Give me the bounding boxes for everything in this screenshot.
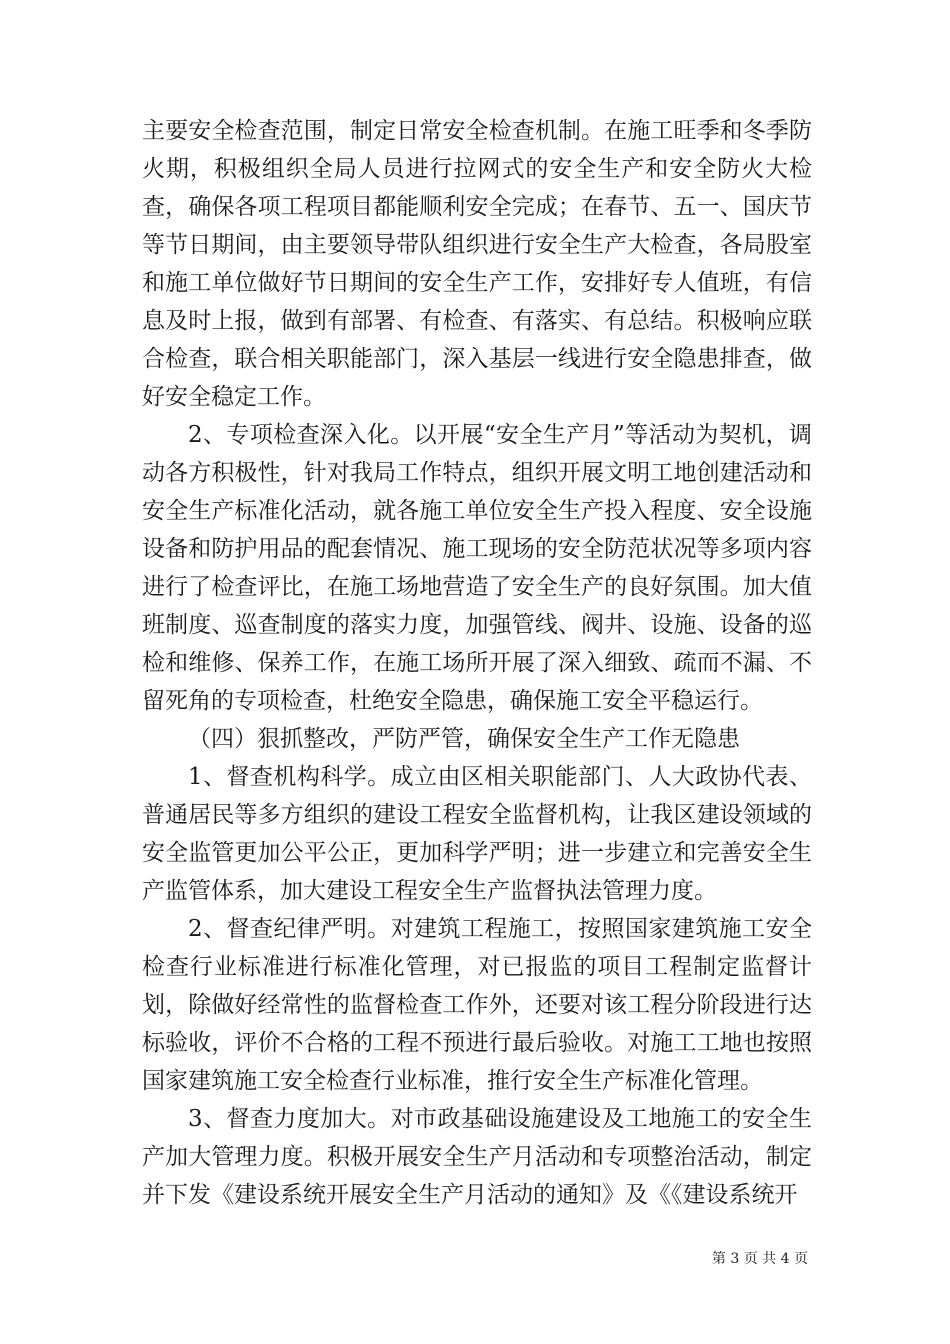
paragraph-supervision-discipline: 2、督查纪律严明。对建筑工程施工，按照国家建筑施工安全检查行业标准进行标准化管理，对已报监的项目工程制定监督计划，除做好经常性的监督检查工作外，还要对该工程分阶段进行达标验收，评价不合格的工程不预进行最后验收。对施工工地也按照国家建筑施工安全检查行业标准，推行安全生产标准化管理。 xyxy=(142,916,812,1094)
paragraph-continuation: 主要安全检查范围，制定日常安全检查机制。在施工旺季和冬季防火期，积极组织全局人员进行拉网式的安全生产和安全防火大检查，确保各项工程项目都能顺利安全完成；在春节、五一、国庆节等节日期间，由主要领导带队组织进行安全生产大检查，各局股室和施工单位做好节日期间的安全生产工作，安排好专人值班，有信息及时上报，做到有部署、有检查、有落实、有总结。积极响应联合检查，联合相关职能部门，深入基层一线进行安全隐患排查，做好安全稳定工作。 xyxy=(142,118,812,410)
paragraph-supervision-intensity: 3、督查力度加大。对市政基础设施建设及工地施工的安全生产加大管理力度。积极开展安全生产月活动和专项整治活动，制定并下发《建设系统开展安全生产月活动的通知》及《《建设系统开 xyxy=(142,1106,812,1208)
paragraph-special-inspection: 2、专项检查深入化。以开展“安全生产月”等活动为契机，调动各方积极性，针对我局工作特点，组织开展文明工地创建活动和安全生产标准化活动，就各施工单位安全生产投入程度、安全设施设备和防护用品的配套情况、施工现场的安全防范状况等多项内容进行了检查评比，在施工场地营造了安全生产的良好氛围。加大值班制度、巡查制度的落实力度，加强管线、阀井、设施、设备的巡检和维修、保养工作，在施工场所开展了深入细致、疏而不漏、不留死角的专项检查，杜绝安全隐患，确保施工安全平稳运行。 xyxy=(142,422,812,714)
page-number-footer: 第 3 页 共 4 页 xyxy=(711,1251,808,1267)
section-heading-rectification: （四）狠抓整改，严防严管，确保安全生产工作无隐患 xyxy=(188,726,740,752)
paragraph-supervision-agency: 1、督查机构科学。成立由区相关职能部门、人大政协代表、普通居民等多方组织的建设工程安全监督机构，让我区建设领域的安全监管更加公平公正，更加科学严明；进一步建立和完善安全生产监管体系，加大建设工程安全生产监督执法管理力度。 xyxy=(142,764,812,904)
document-body xyxy=(142,112,812,1214)
